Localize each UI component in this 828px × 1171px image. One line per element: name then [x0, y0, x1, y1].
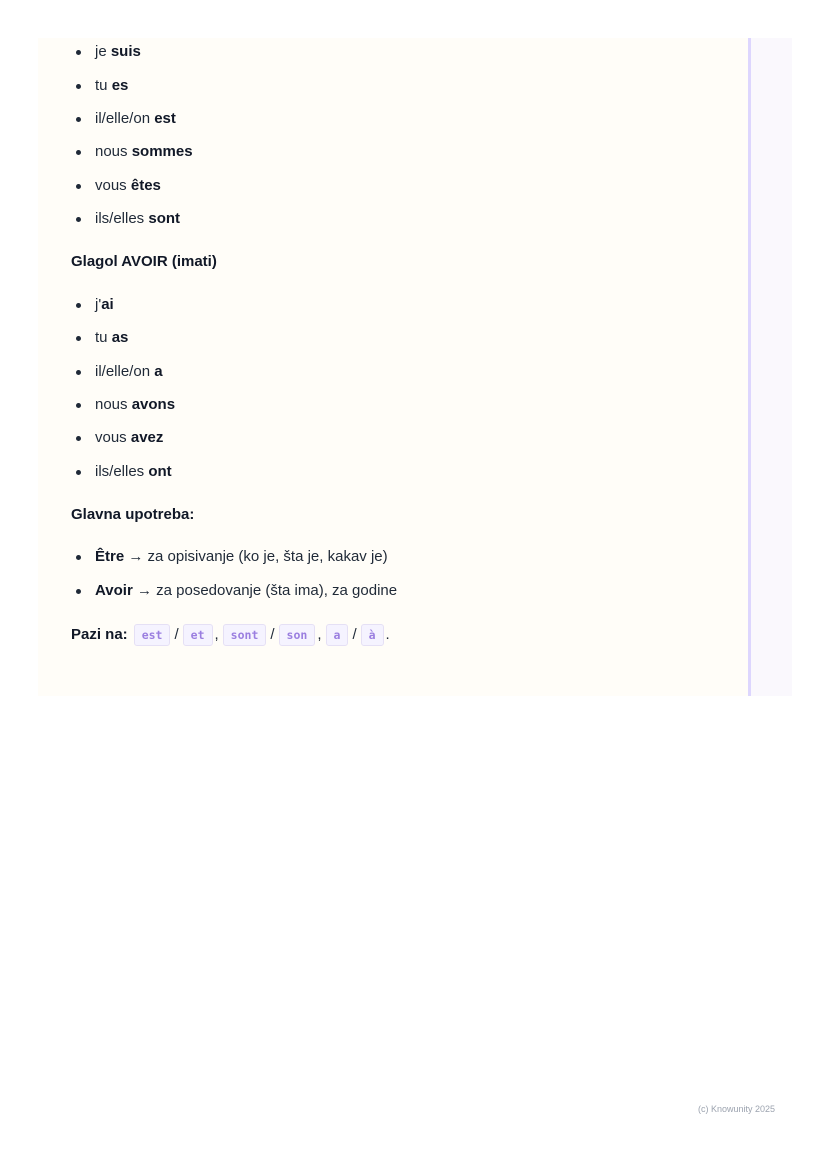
pazi-label: Pazi na: — [71, 626, 128, 643]
bullet-icon — [76, 436, 81, 441]
comma-separator: , — [317, 626, 322, 643]
bullet-icon — [76, 403, 81, 408]
bullet-icon — [76, 84, 81, 89]
code-sont: sont — [223, 624, 267, 646]
avoir-heading: Glagol AVOIR (imati) — [71, 253, 217, 270]
bullet-icon — [76, 150, 81, 155]
slash-separator: / — [174, 626, 179, 643]
slash-separator: / — [352, 626, 357, 643]
card-side-panel — [748, 38, 792, 696]
code-et: et — [183, 624, 213, 646]
bullet-icon — [76, 217, 81, 222]
bullet-icon — [76, 589, 81, 594]
code-son: son — [279, 624, 316, 646]
code-a-grave: à — [361, 624, 384, 646]
comma-separator: , — [214, 626, 219, 643]
pazi-na-line — [71, 623, 394, 647]
bullet-icon — [76, 117, 81, 122]
bullet-icon — [76, 555, 81, 560]
usage-heading: Glavna upotreba: — [71, 506, 195, 523]
bullet-icon — [76, 303, 81, 308]
bullet-icon — [76, 470, 81, 475]
copyright-footer: (c) Knowunity 2025 — [697, 1104, 775, 1114]
code-a: a — [326, 624, 349, 646]
bullet-icon — [76, 184, 81, 189]
bullet-icon — [76, 50, 81, 55]
bullet-icon — [76, 336, 81, 341]
period: . — [385, 626, 390, 643]
slash-separator: / — [270, 626, 275, 643]
bullet-icon — [76, 370, 81, 375]
code-est: est — [134, 624, 171, 646]
